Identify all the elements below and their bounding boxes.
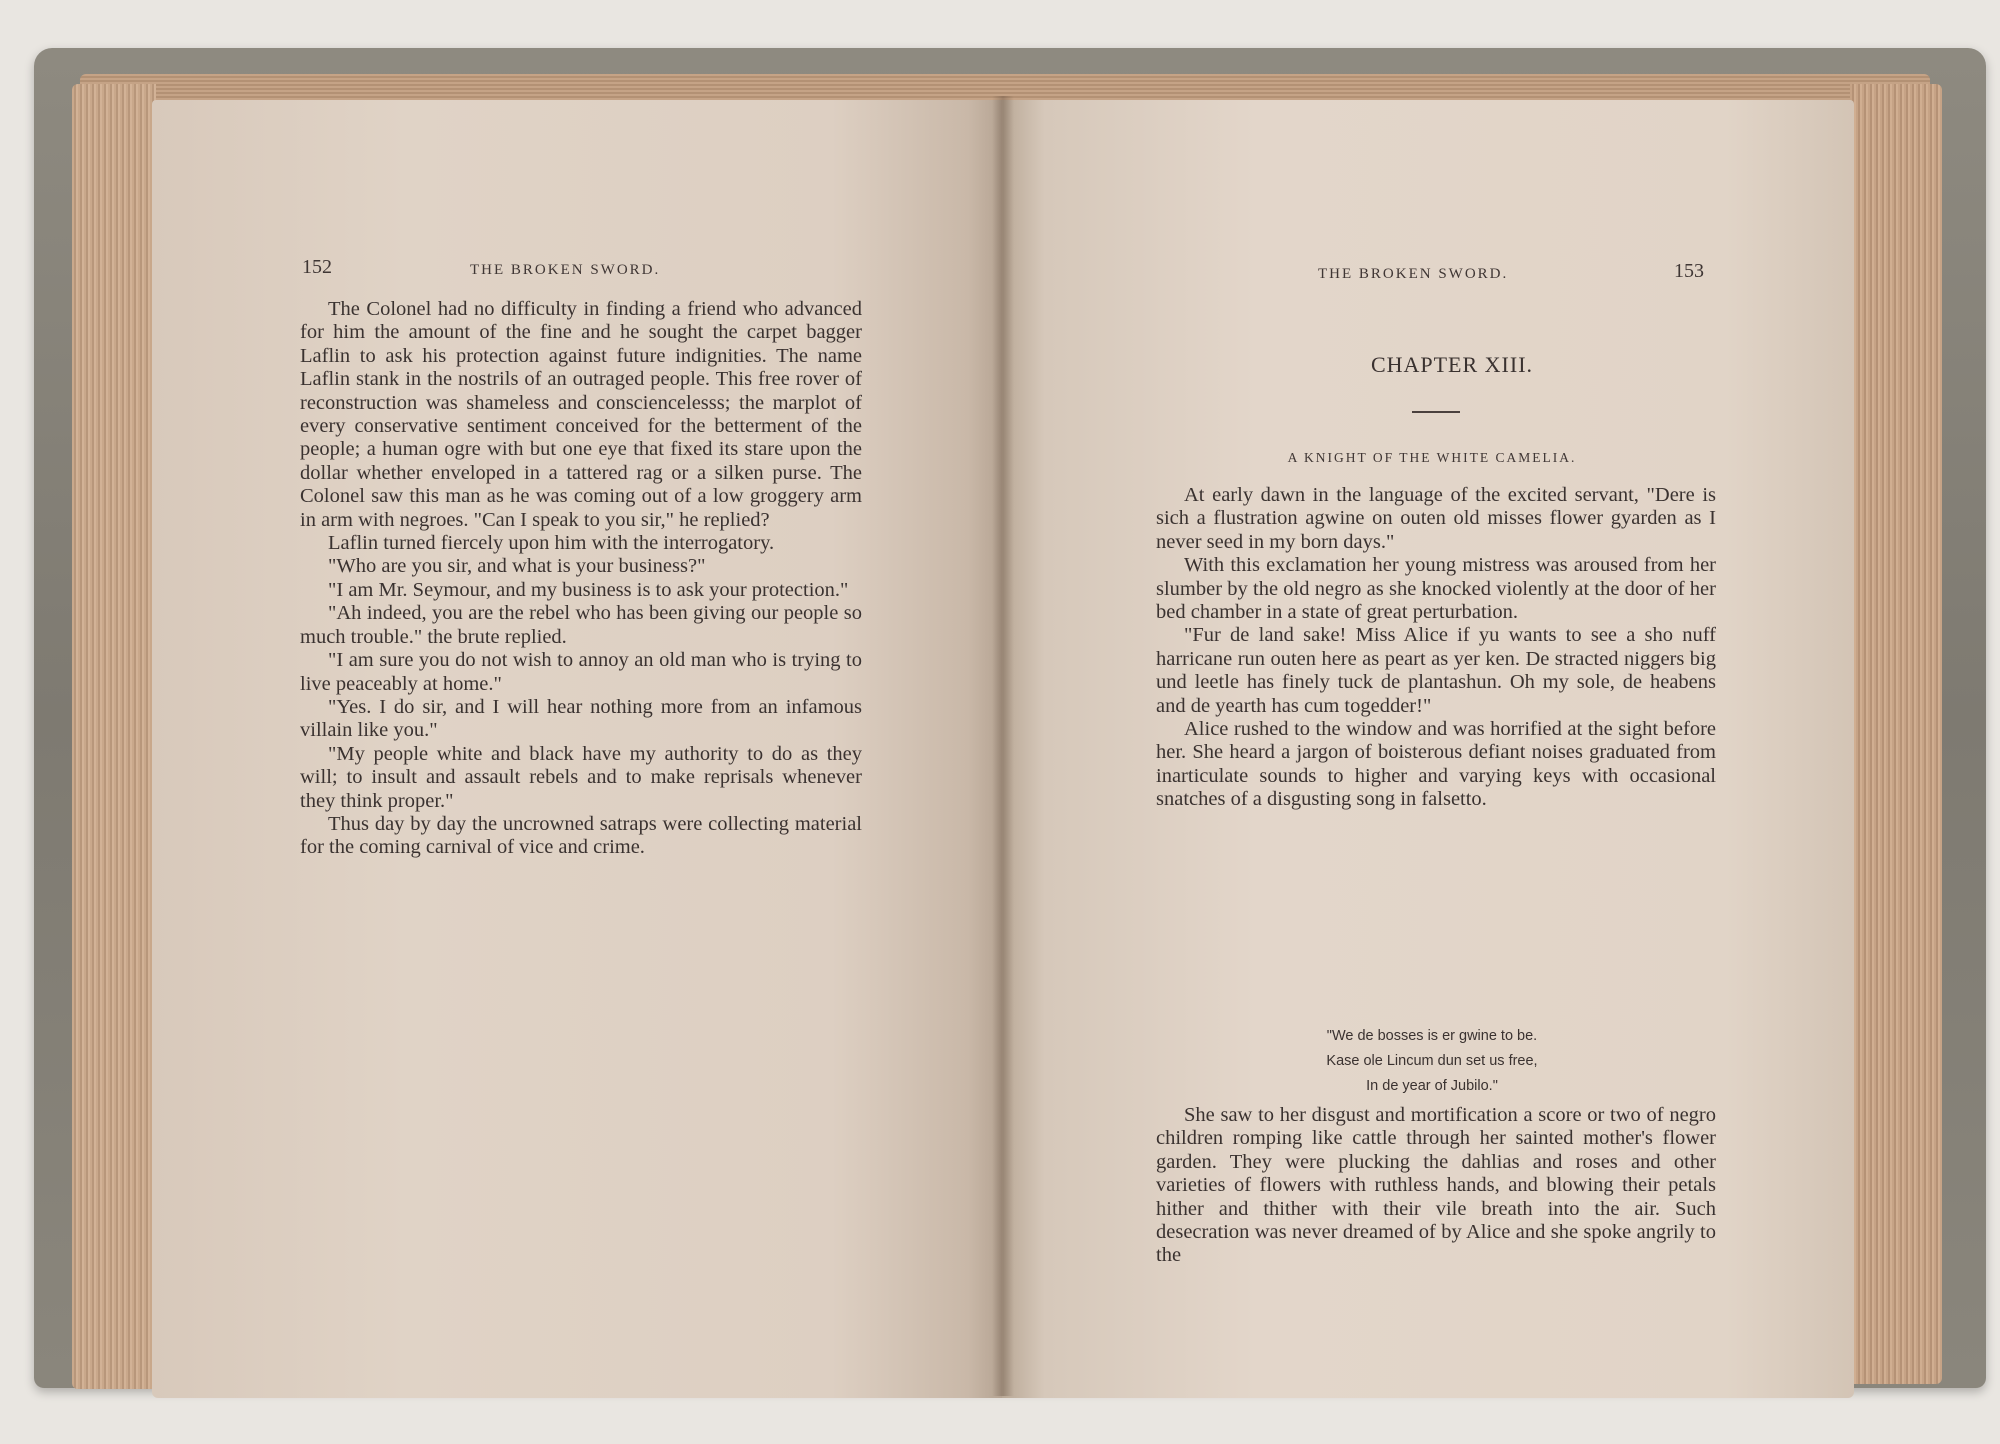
chapter-subtitle: A KNIGHT OF THE WHITE CAMELIA.: [1287, 450, 1577, 465]
paragraph: Laflin turned fiercely upon him with the interrogatory.: [328, 532, 775, 555]
paragraph: "I am sure you do not wish to annoy an old man who is trying to live peaceably at home.": [300, 649, 862, 695]
left-page-number: 152: [302, 256, 332, 278]
verse-line: In de year of Jubilo.": [1366, 1078, 1498, 1094]
paragraph: "Fur de land sake! Miss Alice if yu wants to see a sho nuff harricane run outen here as peart as yer ken. De stracted niggers big und leetle has finely tuck de plantashun. Oh my sole, de heabens and de yearth has cum togedder!": [1156, 624, 1716, 717]
song-verse: [1162, 1024, 1702, 1099]
verse-line: "We de bosses is er gwine to be.: [1326, 1028, 1538, 1044]
page-edges-right: [1850, 84, 1942, 1384]
book-gutter: [992, 96, 1014, 1396]
right-page: [1002, 100, 1854, 1398]
paragraph: With this exclamation her young mistress was aroused from her slumber by the old negro as she knocked violently at the door of her bed chamber in a state of great perturbation.: [1156, 554, 1716, 624]
verse-line: Kase ole Lincum dun set us free,: [1326, 1053, 1538, 1069]
left-page: [152, 100, 1002, 1398]
paragraph: "My people white and black have my authority to do as they will; to insult and assault rebels and to make reprisals whenever they think proper.": [300, 742, 862, 812]
right-page-body-bottom: [1156, 1104, 1716, 1268]
right-running-head: THE BROKEN SWORD.: [1318, 266, 1509, 282]
left-page-body: [300, 298, 862, 860]
right-page-body-top: [1156, 484, 1716, 812]
left-running-head: THE BROKEN SWORD.: [470, 262, 661, 278]
paragraph: "Ah indeed, you are the rebel who has been giving our people so much trouble." the brute replied.: [300, 602, 862, 648]
paragraph: At early dawn in the language of the excited servant, "Dere is sich a flustration agwine on outen old misses flower gyarden as I never seed in my born days.": [1156, 484, 1716, 553]
paragraph: The Colonel had no difficulty in finding a friend who advanced for him the amount of the fine and he sought the carpet bagger Laflin to ask his protection against future indignities. The name Laflin stank in the nostrils of an outraged people. This free rover of reconstruction was shameless and consciencelesss; the marplot of every conservative sentiment conceived for the betterment of the people; a human ogre with but one eye that fixed its stare upon the dollar whether enveloped in a tattered rag or a silken purse. The Colonel saw this man as he was coming out of a low groggery arm in arm with negroes. "Can I speak to you sir," he replied?: [300, 298, 862, 531]
paragraph: "Who are you sir, and what is your business?": [328, 555, 706, 578]
right-page-number: 153: [1674, 260, 1704, 282]
page-edges-left: [72, 84, 156, 1389]
paragraph: She saw to her disgust and mortification a score or two of negro children romping like cattle through her sainted mother's flower garden. They were plucking the dahlias and roses and other varieties of flowers with ruthless hands, and blowing their petals hither and thither with their vile breath into the air. Such desecration was never dreamed of by Alice and she spoke angrily to the: [1156, 1104, 1716, 1267]
paragraph: "I am Mr. Seymour, and my business is to ask your protection.": [328, 578, 849, 601]
chapter-title: CHAPTER XIII.: [1370, 352, 1534, 377]
chapter-divider: [1412, 411, 1460, 413]
paragraph: "Yes. I do sir, and I will hear nothing more from an infamous villain like you.": [300, 695, 862, 742]
paragraph: Thus day by day the uncrowned satraps were collecting material for the coming carnival of vice and crime.: [300, 812, 862, 859]
paragraph: Alice rushed to the window and was horrified at the sight before her. She heard a jargon of boisterous defiant noises graduated from inarticulate sounds to higher and varying keys with occasional snatches of a disgusting song in falsetto.: [1156, 718, 1716, 811]
